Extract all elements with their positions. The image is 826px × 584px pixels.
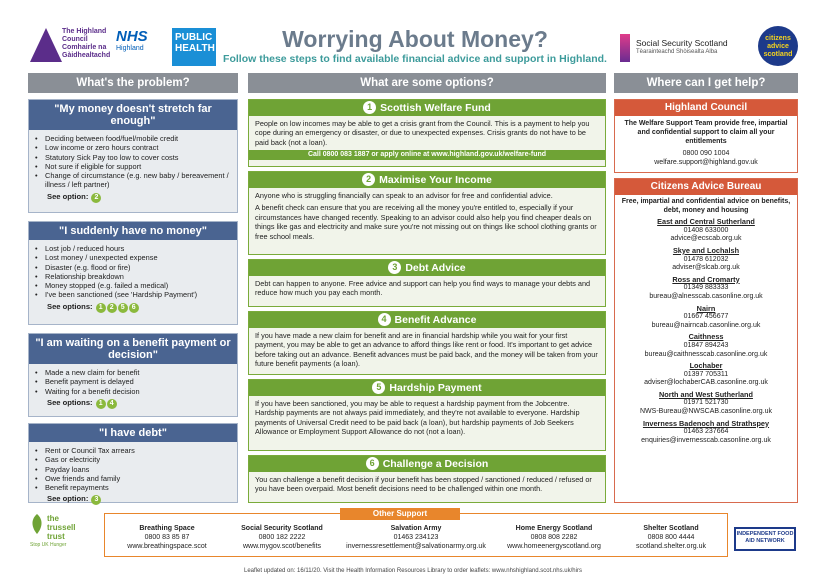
problem-box — [28, 221, 238, 325]
problem-title: "I have debt" — [29, 424, 237, 442]
problem-list — [29, 364, 237, 398]
other-support-org — [617, 524, 725, 551]
org-name: Shelter Scotland — [643, 525, 699, 532]
option-number-badge: 6 — [129, 303, 139, 313]
option-number-badge: 5 — [118, 303, 128, 313]
see-label: See option: — [47, 191, 89, 201]
option-number-badge: 2 — [107, 303, 117, 313]
cab-office-name: Ross and Cromarty — [672, 274, 740, 284]
option-number: 4 — [378, 313, 391, 326]
help-title: Highland Council — [615, 100, 797, 116]
problem-item: • Benefit payment is delayed — [35, 377, 231, 386]
option-box-debt-advice — [248, 259, 606, 307]
org-phone[interactable]: 01463 234123 — [393, 534, 439, 541]
other-support-org — [491, 524, 617, 551]
see-options — [29, 192, 237, 207]
cab-office-name: Lochaber — [689, 361, 723, 371]
help-title: Citizens Advice Bureau — [615, 179, 797, 195]
problem-item: • Waiting for a benefit decision — [35, 387, 231, 396]
cab-office-name: Caithness — [688, 332, 724, 342]
problem-item: • Change of circumstance (e.g. new baby / bereavement / illness / left partner) — [35, 171, 231, 190]
leaflet-footer: Leaflet updated on: 16/11/20. Visit the Health Information Resources Library to order leaflets: www.nhshighland.scot.nhs.uk/hirs — [244, 568, 582, 574]
org-name: Salvation Army — [390, 525, 442, 532]
ifan-logo: INDEPENDENT FOOD AID NETWORK — [734, 527, 796, 551]
cab-office-phone[interactable]: 01478 612032 — [683, 255, 729, 263]
see-label: See option: — [47, 494, 89, 504]
org-web[interactable]: www.mygov.scot/benefits — [242, 543, 322, 550]
problem-item: • Gas or electricity — [35, 455, 231, 464]
trussell-line: trussell — [47, 523, 76, 532]
see-options — [29, 398, 237, 413]
option-box-maximise-income — [248, 171, 606, 255]
cab-office-email[interactable]: advice@ecscab.org.uk — [670, 235, 742, 243]
page-title: Worrying About Money? — [282, 26, 548, 52]
option-title-text: Benefit Advance — [394, 314, 477, 326]
problem-title: "I suddenly have no money" — [29, 222, 237, 240]
see-label: See options: — [47, 301, 93, 311]
problem-item: • Statutory Sick Pay too low to cover costs — [35, 153, 231, 162]
option-body: People on low incomes may be able to get a crisis grant from the Council. This is a payment to help you cope during an emergency or disaster, or due to unexpected expenses. Crisis grants do not have to be paid back (not a loan). — [255, 119, 590, 147]
see-options — [29, 302, 237, 317]
hc-logo-line: Council — [62, 36, 88, 43]
org-web[interactable]: www.homeenergyscotland.org — [507, 543, 601, 550]
social-security-scotland-logo — [620, 34, 740, 64]
option-box-hardship-payment — [248, 379, 606, 451]
org-phone[interactable]: 0800 83 85 87 — [144, 534, 190, 541]
option-title-text: Hardship Payment — [389, 382, 482, 394]
option-title-text: Scottish Welfare Fund — [380, 102, 491, 114]
problem-item: • Low income or zero hours contract — [35, 143, 231, 152]
option-title — [249, 260, 605, 276]
option-contact: Call 0800 083 1887 or apply online at www.highland.gov.uk/welfare-fund — [249, 150, 605, 160]
hc-logo-line: Gàidhealtachd — [62, 52, 111, 59]
problem-item: • Benefit repayments — [35, 483, 231, 492]
problem-box — [28, 423, 238, 503]
option-box-welfare-fund — [248, 99, 606, 167]
option-title — [249, 172, 605, 188]
nhs-logo-text: NHS — [116, 28, 148, 45]
help-description: Free, impartial and confidential advice on benefits, debt, money and housing — [621, 198, 791, 214]
cab-office-email[interactable]: adviser@slcab.org.uk — [672, 264, 740, 272]
cab-office-name: Inverness Badenoch and Strathspey — [642, 418, 770, 428]
org-name: Breathing Space — [139, 525, 195, 532]
cab-office-name: Skye and Lochalsh — [672, 245, 740, 255]
trussell-line: trust — [47, 532, 65, 541]
hc-logo-line: The Highland — [62, 28, 107, 35]
org-phone[interactable]: 0808 808 2282 — [530, 534, 578, 541]
option-number: 2 — [362, 173, 375, 186]
problem-item: • Not sure if eligible for support — [35, 162, 231, 171]
help-box-highland-council — [614, 99, 798, 173]
cab-office-email[interactable]: adviser@lochaberCAB.casonline.org.uk — [644, 379, 768, 387]
sss-emblem-icon — [620, 34, 630, 62]
option-title — [249, 100, 605, 116]
cab-office-phone[interactable]: 01971 521730 — [683, 399, 729, 407]
cab-office-email[interactable]: bureau@alnesscab.casonline.org.uk — [649, 292, 763, 300]
cab-office-phone[interactable]: 01408 633000 — [683, 226, 729, 234]
org-phone[interactable]: 0808 800 4444 — [647, 534, 695, 541]
sss-logo-text: Social Security Scotland — [636, 38, 728, 48]
column-header-problem: What's the problem? — [28, 73, 238, 93]
public-health-logo: PUBLIC HEALTH — [172, 28, 216, 66]
other-support-org — [223, 524, 341, 551]
cab-office-phone[interactable]: 01667 456677 — [683, 313, 729, 321]
option-number-badge: 2 — [91, 193, 101, 203]
org-web[interactable]: www.breathingspace.scot — [127, 543, 207, 550]
option-number: 5 — [372, 381, 385, 394]
option-body: Anyone who is struggling financially can speak to an advisor for free and confidential advice. — [255, 191, 553, 200]
cab-office-name: Nairn — [696, 303, 716, 313]
option-body: If you have been sanctioned, you may be able to request a hardship payment from the Jobcentre. Hardship payments are not always paid immediately, and they're not available to everyone. Hardship payments of Universal Credit need to be paid back (a loan), but hardship payments of Job Seekers Allowance or Employment Support Allowance do not (not a loan). — [255, 399, 580, 437]
option-number-badge: 1 — [96, 399, 106, 409]
problem-item: • Payday loans — [35, 465, 231, 474]
column-header-help: Where can I get help? — [614, 73, 798, 93]
option-body: If you have made a new claim for benefit and are in financial hardship while you wait for your first payment, you may be able to get an advance to afford things like rent or food. It's important to get advice before taking out an advance. Benefit advances must be paid back, and the money will be taken from your future benefit payments (a loan). — [255, 331, 598, 369]
problem-item: • Rent or Council Tax arrears — [35, 446, 231, 455]
problem-title: "My money doesn't stretch far enough" — [29, 100, 237, 130]
org-name: Social Security Scotland — [241, 525, 323, 532]
option-number-badge: 1 — [96, 303, 106, 313]
problem-item: • Owe friends and family — [35, 474, 231, 483]
problem-item: • Lost money / unexpected expense — [35, 253, 231, 262]
problem-item: • Relationship breakdown — [35, 272, 231, 281]
other-support-org — [111, 524, 223, 551]
hc-logo-line: Comhairle na — [62, 44, 107, 51]
option-number: 6 — [366, 457, 379, 470]
cab-office-name: North and West Sutherland — [659, 389, 753, 399]
cab-office-phone[interactable]: 01847 894243 — [683, 341, 729, 349]
nhs-logo-sub: Highland — [116, 45, 144, 52]
problem-item: • Lost job / reduced hours — [35, 244, 231, 253]
trussell-tagline: Stop UK Hunger — [30, 542, 67, 548]
option-title-text: Debt Advice — [405, 262, 466, 274]
problem-item: • Money stopped (e.g. failed a medical) — [35, 281, 231, 290]
option-body: You can challenge a benefit decision if your benefit has been stopped / sanctioned / reduced / refused or you have been overpaid. Most benefit decisions need to be challenged within one month. — [255, 475, 592, 494]
highland-council-logo — [30, 26, 110, 66]
problem-box — [28, 333, 238, 417]
trussell-line: the — [47, 514, 59, 523]
help-phone[interactable]: 0800 090 1004 — [682, 150, 730, 157]
org-phone[interactable]: 0800 182 2222 — [258, 534, 306, 541]
other-support-org — [341, 524, 491, 551]
option-box-challenge-decision — [248, 455, 606, 503]
org-name: Home Energy Scotland — [515, 525, 593, 532]
option-title-text: Challenge a Decision — [382, 458, 489, 470]
option-body-2: A benefit check can ensure that you are receiving all the money you're entitled to, especially if your circumstances have changed recently. Speaking to an advisor could also help you find cheaper deals on things like gas and electricity and make sure you're not missing out on things like school clothing grants or free school meals. — [255, 203, 597, 241]
problem-item: • Deciding between food/fuel/mobile credit — [35, 134, 231, 143]
option-title — [249, 312, 605, 328]
problem-item: • Made a new claim for benefit — [35, 368, 231, 377]
trussell-leaf-icon — [30, 514, 44, 534]
problem-list — [29, 240, 237, 302]
help-box-citizens-advice — [614, 178, 798, 503]
nhs-highland-logo — [116, 28, 160, 64]
problem-list — [29, 442, 237, 494]
option-number: 3 — [388, 261, 401, 274]
highland-council-emblem-icon — [30, 28, 62, 62]
cab-office-email[interactable]: NWS-Bureau@NWSCAB.casonline.org.uk — [640, 408, 772, 416]
option-number: 1 — [363, 101, 376, 114]
cab-office-email[interactable]: bureau@caithnesscab.casonline.org.uk — [644, 350, 768, 358]
problem-title: "I am waiting on a benefit payment or decision" — [29, 334, 237, 364]
trussell-trust-logo — [30, 514, 90, 558]
option-title — [249, 456, 605, 472]
column-header-options: What are some options? — [248, 73, 606, 93]
cab-office-email[interactable]: enquiries@invernesscab.casonline.org.uk — [641, 436, 771, 444]
page-subtitle: Follow these steps to find available financial advice and support in Highland. — [223, 53, 607, 65]
option-number-badge: 3 — [91, 495, 101, 505]
sss-logo-gaelic: Tèarainteachd Shòisealta Alba — [636, 49, 718, 55]
problem-item: • Disaster (e.g. flood or fire) — [35, 263, 231, 272]
option-title — [249, 380, 605, 396]
option-number-badge: 4 — [107, 399, 117, 409]
other-support-title: Other Support — [340, 508, 460, 520]
problem-item: • I've been sanctioned (see 'Hardship Payment') — [35, 290, 231, 299]
option-body: Debt can happen to anyone. Free advice and support can help you find ways to manage your debts and reduce how much you pay each month. — [255, 279, 591, 298]
help-description: The Welfare Support Team provide free, impartial and confidential support to claim all your entitlements — [624, 120, 788, 145]
cab-office-phone[interactable]: 01349 883333 — [683, 284, 729, 292]
citizens-advice-scotland-logo: citizens advice scotland — [758, 26, 798, 66]
cab-office-phone[interactable]: 01397 705311 — [683, 370, 729, 378]
see-options — [29, 494, 237, 509]
cab-office-email[interactable]: bureau@nairncab.casonline.org.uk — [651, 321, 761, 329]
org-web[interactable]: scotland.shelter.org.uk — [635, 543, 707, 550]
cab-office-name: East and Central Sutherland — [657, 217, 755, 227]
see-label: See options: — [47, 397, 93, 407]
org-web[interactable]: invernessresettlement@salvationarmy.org.uk — [346, 543, 486, 550]
help-email[interactable]: welfare.support@highland.gov.uk — [654, 159, 758, 166]
option-title-text: Maximise Your Income — [379, 174, 492, 186]
problem-box — [28, 99, 238, 213]
problem-list — [29, 130, 237, 192]
option-box-benefit-advance — [248, 311, 606, 375]
cab-office-phone[interactable]: 01463 237664 — [683, 428, 729, 436]
